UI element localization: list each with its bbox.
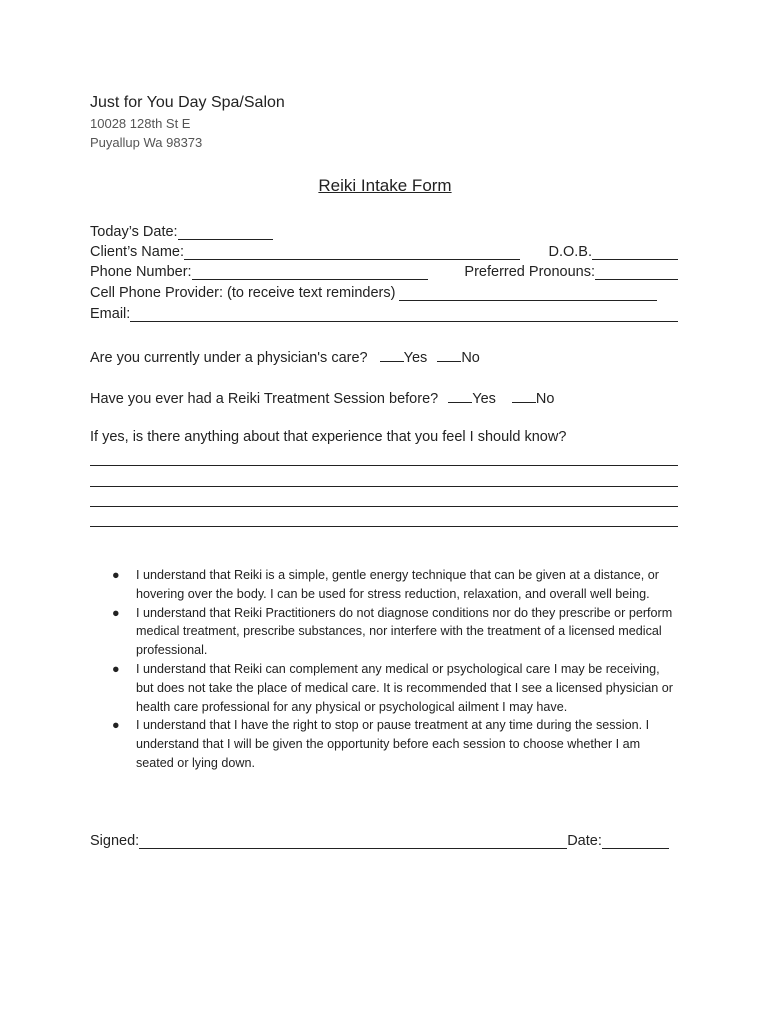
reiki-no-blank[interactable] [512,388,536,403]
email-field[interactable] [130,306,678,322]
acknowledgement-list [90,566,680,773]
signature-field[interactable] [139,833,567,849]
email-label: Email: [90,306,131,322]
physician-question [90,347,480,366]
acknowledgement-text: I understand that Reiki is a simple, gentle energy technique that can be given at a distance, or hovering over the body. I can be used for stress reduction, relaxation, and overall well being. [136,568,659,601]
address-line-2: Puyallup Wa 98373 [90,135,203,150]
client-name-label: Client’s Name: [90,244,185,260]
dob-label: D.O.B. [548,244,592,260]
form-title-text: Reiki Intake Form [318,176,452,195]
experience-answer-line[interactable] [90,506,678,507]
client-name-row [90,244,678,260]
signature-row [90,833,674,849]
physician-no-blank[interactable] [437,347,461,362]
todays-date-label: Today’s Date: [90,224,178,240]
acknowledgement-text: I understand that Reiki can complement any medical or psychological care I may be receiving, but does not take the place of medical care. It is recommended that I see a licensed physician or health care professional for any physical or psychological ailment I may have. [136,661,673,714]
bullet-icon: ● [112,605,120,620]
reiki-no-label: No [535,391,555,407]
dob-field[interactable] [592,244,678,260]
reiki-before-question [90,388,554,407]
phone-field[interactable] [192,264,428,280]
business-name: Just for You Day Spa/Salon [90,94,285,111]
physician-question-text: Are you currently under a physician's care? [90,350,368,366]
physician-no-label: No [461,350,480,366]
form-title [0,176,770,196]
acknowledgement-text: I understand that Reiki Practitioners do not diagnose conditions nor do they prescribe or perform medical treatment, prescribe substances, nor interfere with the treatment of a licensed medical professional. [136,605,673,658]
signature-date-label: Date: [567,833,602,849]
acknowledgement-item [90,716,680,772]
phone-label: Phone Number: [90,264,192,280]
todays-date-row [90,224,678,240]
signature-date-field[interactable] [602,833,669,849]
physician-yes-label: Yes [403,350,428,366]
bullet-icon: ● [112,718,120,733]
reiki-yes-label: Yes [472,391,496,407]
bullet-icon: ● [112,661,120,676]
pronouns-field[interactable] [595,264,678,280]
email-row [90,306,678,322]
acknowledgement-item [90,604,680,660]
cell-provider-row [90,285,678,301]
signed-label: Signed: [90,833,140,849]
experience-answer-line[interactable] [90,526,678,527]
client-name-field[interactable] [184,244,520,260]
cell-provider-label: Cell Phone Provider: (to receive text reminders) [90,285,396,301]
acknowledgement-item [90,660,680,716]
experience-answer-line[interactable] [90,465,678,466]
todays-date-field[interactable] [178,224,273,240]
cell-provider-field[interactable] [399,285,657,301]
reiki-before-question-text: Have you ever had a Reiki Treatment Session before? [90,391,439,407]
address-line-1: 10028 128th St E [90,116,191,131]
pronouns-label: Preferred Pronouns: [464,264,595,280]
phone-row [90,264,678,280]
experience-question: If yes, is there anything about that experience that you feel I should know? [90,429,567,445]
acknowledgement-text: I understand that I have the right to stop or pause treatment at any time during the session. I understand that I will be given the opportunity before each session to choose whether I am seated or lying down. [136,718,650,770]
reiki-yes-blank[interactable] [448,388,472,403]
bullet-icon: ● [112,568,120,582]
acknowledgement-item [90,566,680,604]
physician-yes-blank[interactable] [380,347,404,362]
experience-answer-line[interactable] [90,486,678,487]
